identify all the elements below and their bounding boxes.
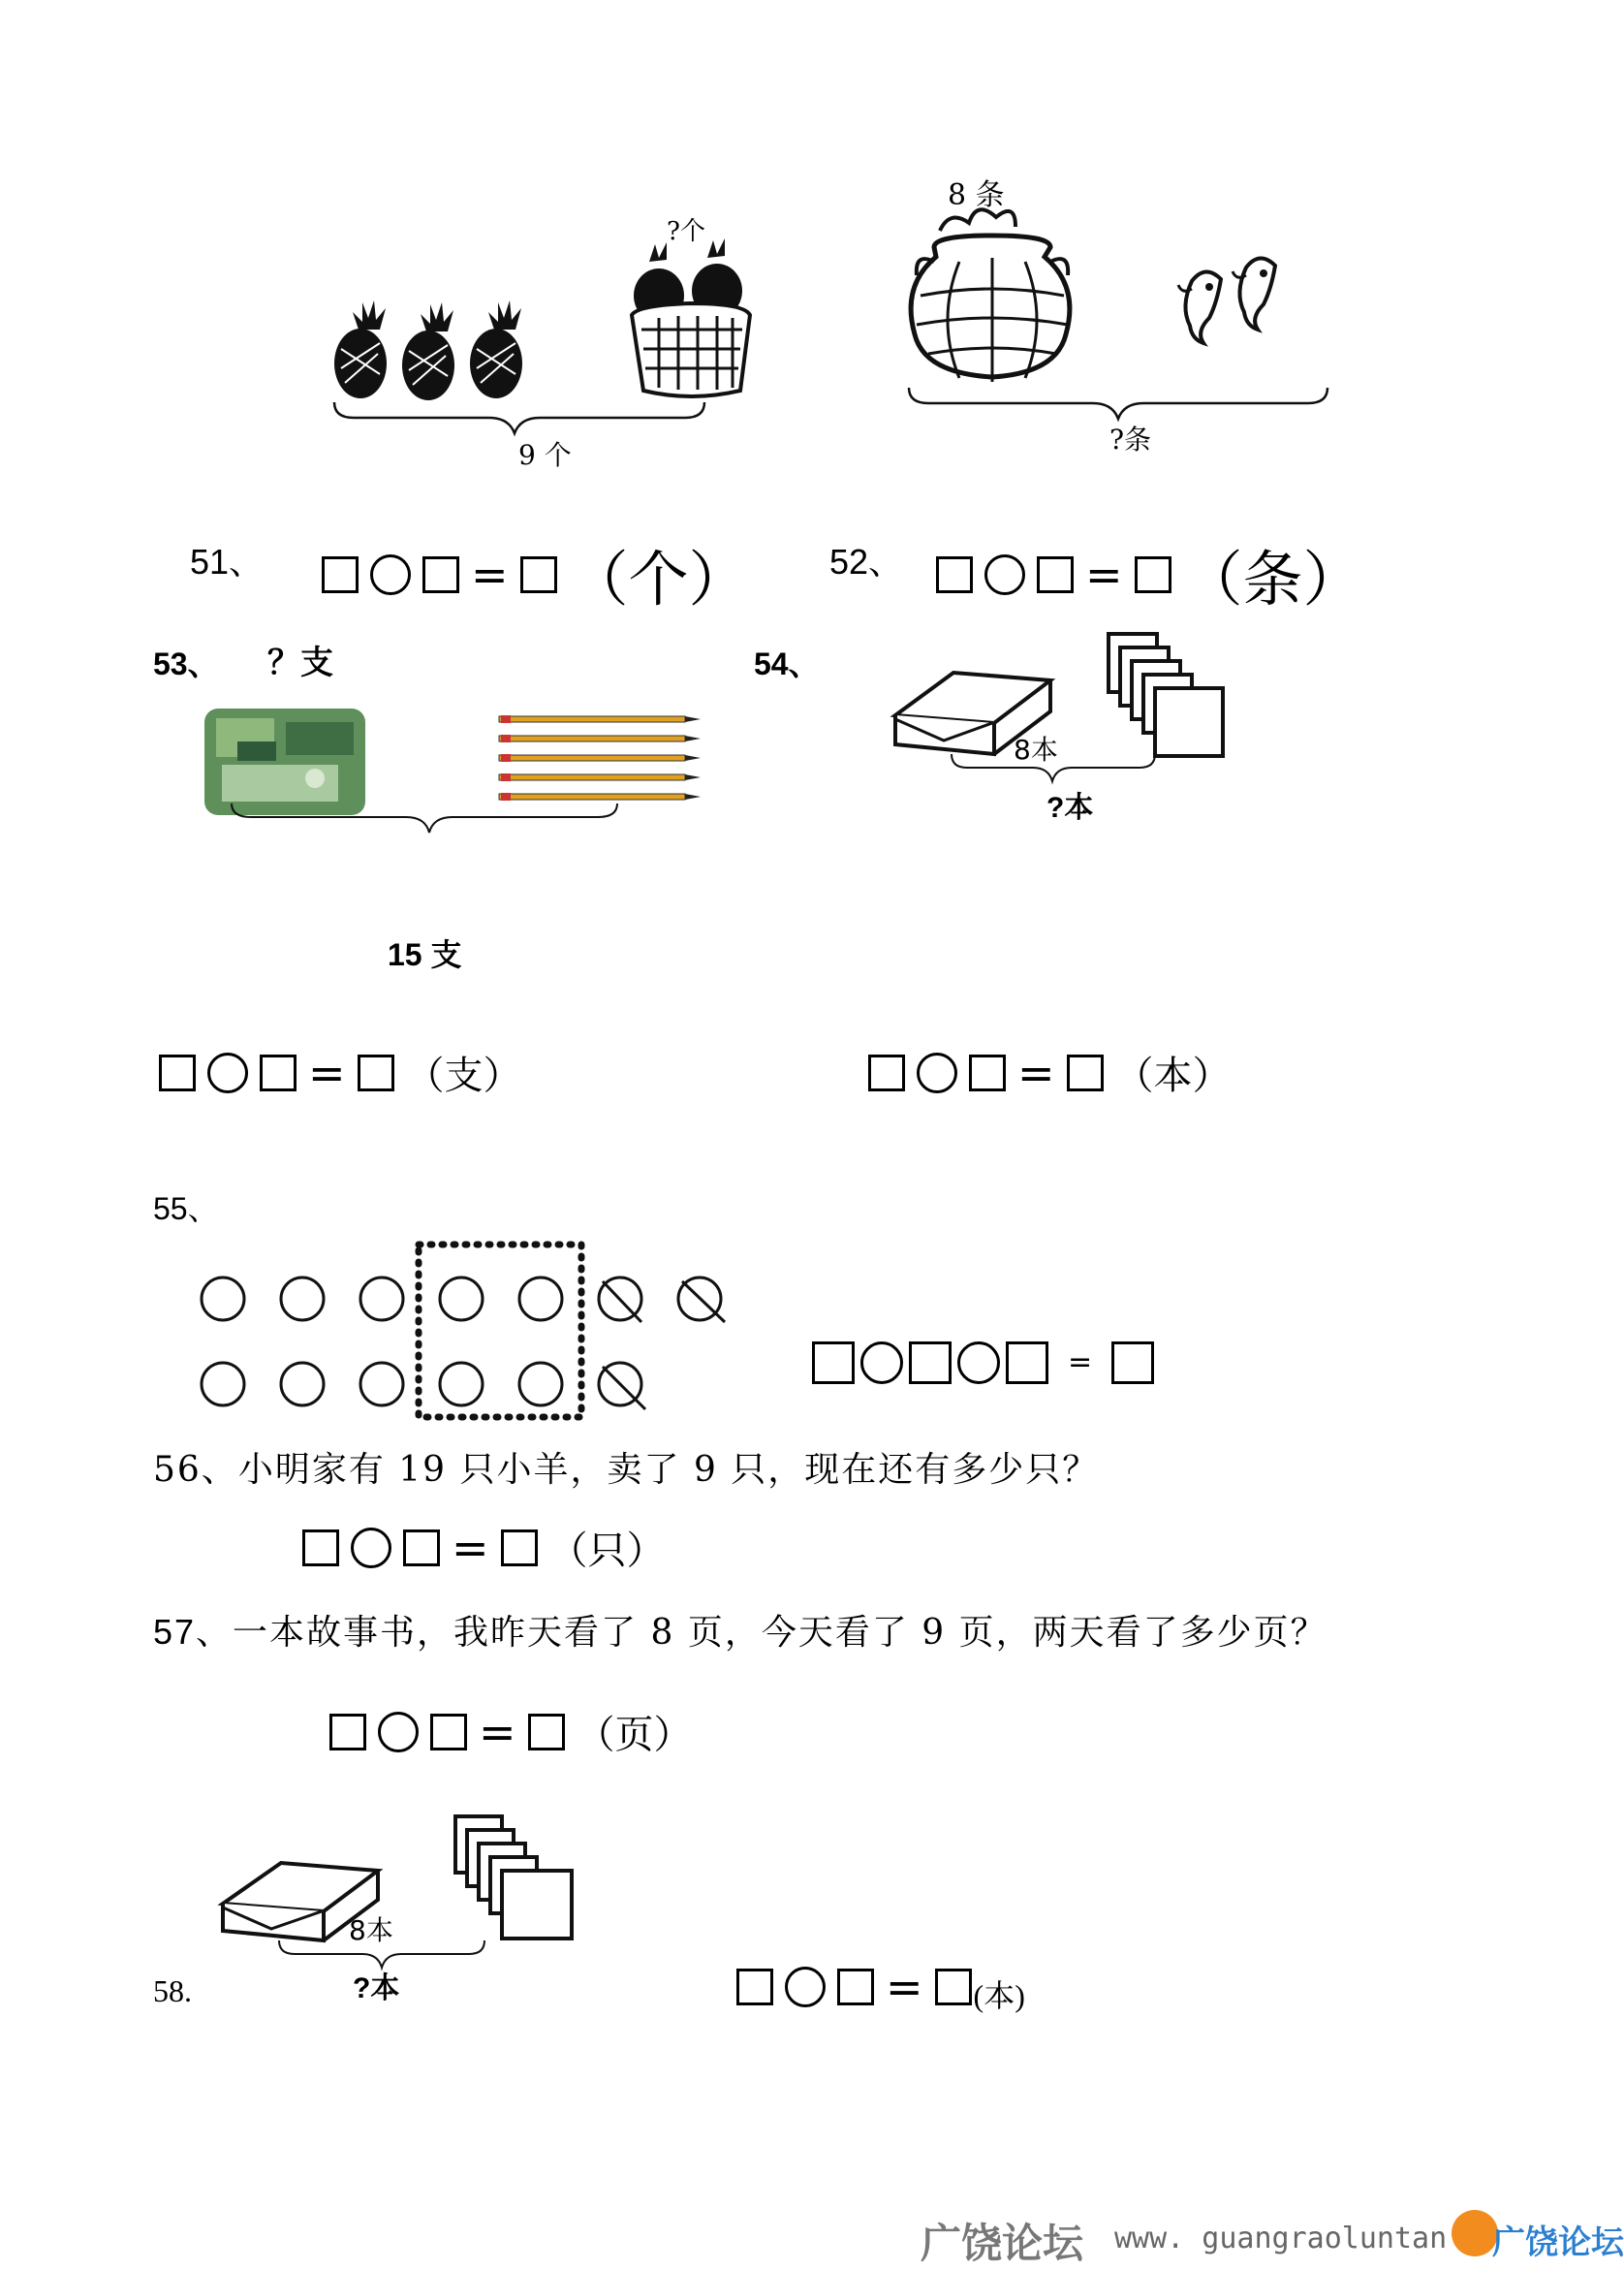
- answer-box[interactable]: [909, 1341, 952, 1384]
- pineapple-icon: [334, 300, 387, 398]
- q55-equation: [812, 1341, 1154, 1384]
- answer-box[interactable]: [329, 1714, 366, 1750]
- q52-equation: [936, 531, 1363, 617]
- q58-bottom-label: ?本: [353, 1972, 400, 2004]
- circle: [519, 1363, 562, 1405]
- circle: [281, 1363, 324, 1405]
- answer-box[interactable]: [736, 1969, 773, 2005]
- equals-sign: =: [1085, 548, 1123, 601]
- answer-box[interactable]: [358, 1055, 394, 1091]
- q51-equation: [322, 531, 749, 617]
- q58-figure: [213, 1813, 620, 1997]
- answer-box[interactable]: [868, 1055, 905, 1091]
- answer-box[interactable]: [528, 1714, 565, 1750]
- q52-figure: [901, 204, 1347, 446]
- q56-unit: （只）: [548, 1529, 666, 1573]
- q56-text: 小明家有 19 只小羊，卖了 9 只，现在还有多少只？: [237, 1450, 1100, 1490]
- q55-number: 55、: [153, 1191, 219, 1226]
- answer-box[interactable]: [935, 1969, 972, 2005]
- basket-icon: [632, 238, 750, 396]
- answer-box[interactable]: [1006, 1341, 1048, 1384]
- circle: [202, 1277, 244, 1320]
- q58-number: 58.: [153, 1973, 192, 2008]
- q51-number: 51、: [190, 542, 265, 582]
- operator-circle[interactable]: [378, 1712, 419, 1752]
- answer-box[interactable]: [260, 1055, 297, 1091]
- q54-number: 54、: [754, 646, 820, 681]
- watermark-url: www. guangraoluntan: [1114, 2222, 1448, 2255]
- equals-sign: =: [479, 1705, 516, 1758]
- q54-inner-label: 8本: [1014, 734, 1058, 766]
- q56-equation: [302, 1520, 666, 1575]
- circle: [360, 1277, 403, 1320]
- equals-sign: =: [1017, 1046, 1055, 1099]
- books-stack-icon: [1109, 634, 1223, 756]
- pencils-icon: [499, 715, 701, 801]
- answer-box[interactable]: [520, 556, 557, 593]
- answer-box[interactable]: [422, 556, 459, 593]
- q58-inner-label: 8本: [349, 1914, 393, 1946]
- circle: [440, 1363, 483, 1405]
- q57-text: 、一本故事书，我昨天看了 8 页，今天看了 9 页，两天看了多少页？: [196, 1613, 1327, 1653]
- q57-equation: [329, 1704, 693, 1759]
- q57-number: 57: [153, 1612, 197, 1652]
- fish-jar-icon: [911, 209, 1070, 382]
- equals-sign: =: [308, 1046, 346, 1099]
- q54-equation: [868, 1045, 1232, 1100]
- equals-sign: =: [471, 548, 509, 601]
- answer-box[interactable]: [1135, 556, 1171, 593]
- operator-circle[interactable]: [860, 1341, 903, 1384]
- q52-unit: （条）: [1182, 544, 1363, 615]
- answer-box[interactable]: [837, 1969, 874, 2005]
- answer-box[interactable]: [302, 1529, 339, 1566]
- pineapple-icon: [470, 300, 522, 398]
- q51-unit: （个）: [568, 544, 749, 615]
- q57-unit: （页）: [576, 1713, 693, 1757]
- brace: [909, 388, 1327, 419]
- answer-box[interactable]: [322, 556, 359, 593]
- operator-circle[interactable]: [917, 1053, 957, 1093]
- operator-circle[interactable]: [370, 554, 411, 595]
- equals-sign: =: [452, 1521, 489, 1574]
- watermark-title: 广饶论坛: [921, 2220, 1084, 2267]
- q53-equation: [159, 1045, 522, 1100]
- q55-circles-figure: [194, 1231, 756, 1425]
- watermark-logo-icon: [1452, 2210, 1498, 2256]
- q58-unit: (本): [973, 1978, 1025, 2013]
- operator-circle[interactable]: [984, 554, 1025, 595]
- q53-unit: （支）: [405, 1054, 522, 1098]
- q51-bottom-label: 9 个: [518, 439, 572, 471]
- answer-box[interactable]: [1111, 1341, 1154, 1384]
- circle: [281, 1277, 324, 1320]
- answer-box[interactable]: [430, 1714, 467, 1750]
- operator-circle[interactable]: [351, 1528, 391, 1568]
- answer-box[interactable]: [812, 1341, 855, 1384]
- fish-icon: [1178, 271, 1221, 343]
- fish-icon: [1233, 258, 1275, 330]
- q56-question: [153, 1442, 1099, 1492]
- equals-sign: =: [886, 1961, 923, 2013]
- answer-box[interactable]: [1037, 556, 1074, 593]
- q58-equation: [736, 1958, 1025, 2016]
- circle: [202, 1363, 244, 1405]
- q54-unit: （本）: [1114, 1054, 1232, 1098]
- circle: [519, 1277, 562, 1320]
- circle: [360, 1363, 403, 1405]
- circle: [440, 1277, 483, 1320]
- q56-number: 56、: [153, 1450, 238, 1490]
- q52-number: 52、: [829, 542, 904, 582]
- equals-sign: =: [1068, 1345, 1093, 1379]
- books-stack-icon: [455, 1816, 572, 1939]
- answer-box[interactable]: [1067, 1055, 1104, 1091]
- q52-bottom-label: ?条: [1109, 424, 1152, 456]
- answer-box[interactable]: [969, 1055, 1006, 1091]
- operator-circle[interactable]: [957, 1341, 1000, 1384]
- q51-top-label: ?个: [667, 217, 705, 246]
- answer-box[interactable]: [936, 556, 973, 593]
- pineapple-icon: [402, 302, 454, 400]
- q53-figure: [199, 703, 722, 838]
- q52-top-label: 8 条: [948, 178, 1005, 212]
- q57-question: [153, 1605, 1327, 1655]
- operator-circle[interactable]: [207, 1053, 248, 1093]
- q53-bottom-label: 15 支: [388, 937, 462, 972]
- watermark-logo-text: 广饶论坛: [1492, 2223, 1624, 2262]
- pencil-case-icon: [204, 709, 365, 815]
- answer-box[interactable]: [159, 1055, 196, 1091]
- q54-bottom-label: ?本: [1046, 792, 1094, 824]
- dotted-box: [419, 1245, 581, 1417]
- brace: [334, 402, 704, 433]
- answer-box[interactable]: [501, 1529, 538, 1566]
- q53-top-label: ？支: [267, 644, 333, 682]
- q53-number: 53、: [153, 646, 219, 681]
- operator-circle[interactable]: [785, 1967, 826, 2007]
- answer-box[interactable]: [403, 1529, 440, 1566]
